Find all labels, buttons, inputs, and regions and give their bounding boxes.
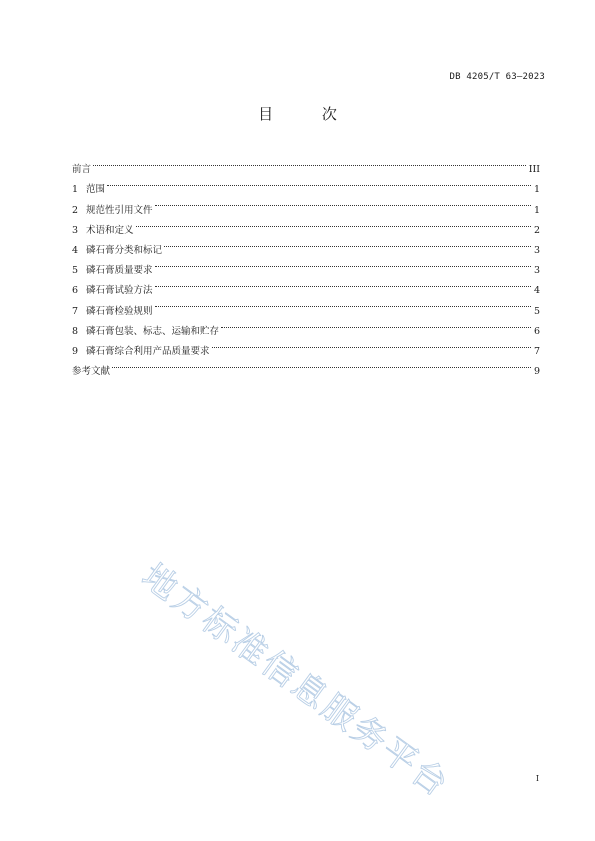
dot-leader <box>112 354 531 374</box>
toc-entry-page: 2 <box>533 224 540 236</box>
toc-entry-number: 9 <box>72 345 79 357</box>
toc-entry-page: 1 <box>533 204 540 216</box>
toc-entry-number: 8 <box>72 325 79 337</box>
toc-entry-references[interactable] <box>72 354 540 378</box>
toc-entry-page: 1 <box>533 184 540 196</box>
toc-entry-label: 磷石膏包装、标志、运输和贮存 <box>86 325 220 337</box>
toc-entry-4[interactable] <box>72 233 540 256</box>
toc-entry-label: 术语和定义 <box>86 224 134 236</box>
toc-entry-page: III <box>528 164 540 176</box>
dot-leader <box>155 273 531 293</box>
toc-entry-number: 2 <box>72 204 79 216</box>
toc-entry-2[interactable] <box>72 192 540 216</box>
page-title: 目 次 <box>258 105 359 123</box>
toc-entry-3[interactable] <box>72 213 540 236</box>
toc-entry-label: 磷石膏综合利用产品质量要求 <box>86 345 210 357</box>
dot-leader <box>93 152 526 172</box>
toc-entry-label: 磷石膏试验方法 <box>86 285 153 297</box>
toc-entry-page: 6 <box>533 325 540 337</box>
toc-entry-number: 3 <box>72 224 79 236</box>
toc-entry-label: 范围 <box>86 184 106 196</box>
dot-leader <box>155 192 531 212</box>
toc-entry-label: 磷石膏质量要求 <box>86 265 153 277</box>
toc-entry-page: 7 <box>533 345 540 357</box>
toc-entry-page: 9 <box>533 366 540 378</box>
toc-entry-label: 磷石膏分类和标记 <box>86 244 163 256</box>
toc-entry-number: 7 <box>72 305 79 317</box>
table-of-contents <box>72 152 540 378</box>
dot-leader <box>212 334 531 354</box>
toc-entry-number: 4 <box>72 244 79 256</box>
toc-entry-label: 参考文献 <box>72 366 111 378</box>
dot-leader <box>155 293 531 313</box>
dot-leader <box>136 213 531 233</box>
toc-entry-page: 3 <box>533 244 540 256</box>
dot-leader <box>164 233 531 253</box>
toc-entry-label: 规范性引用文件 <box>86 204 153 216</box>
watermark: 地方标准信息服务平台 <box>134 556 458 806</box>
toc-entry-label: 前言 <box>72 164 92 176</box>
toc-entry-number: 6 <box>72 285 79 297</box>
dot-leader <box>155 253 531 273</box>
toc-entry-label: 磷石膏检验规则 <box>86 305 153 317</box>
dot-leader <box>107 172 531 192</box>
toc-entry-foreword[interactable] <box>72 152 540 176</box>
toc-entry-number: 5 <box>72 265 79 277</box>
toc-entry-page: 3 <box>533 265 540 277</box>
toc-entry-1[interactable] <box>72 172 540 196</box>
document-code: DB 4205/T 63—2023 <box>449 72 545 82</box>
toc-entry-page: 4 <box>533 285 540 297</box>
page-number: I <box>535 774 539 783</box>
dot-leader <box>221 314 531 334</box>
toc-entry-number: 1 <box>72 184 79 196</box>
toc-entry-page: 5 <box>533 305 540 317</box>
